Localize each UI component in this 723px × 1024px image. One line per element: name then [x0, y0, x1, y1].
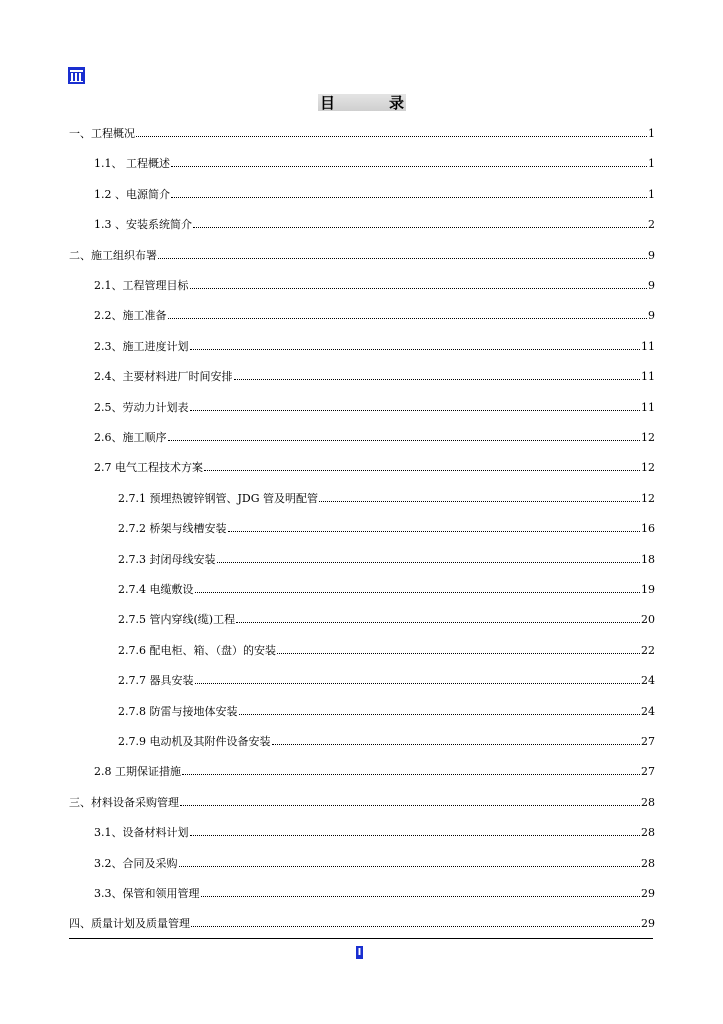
toc-entry[interactable] — [69, 914, 655, 930]
toc-entry-page: 12 — [641, 431, 655, 444]
toc-dot-leader — [272, 743, 641, 745]
toc-entry-title: 2.7.2 桥架与线槽安装 — [118, 522, 227, 536]
toc-entry-title: 3.3、保管和领用管理 — [94, 887, 200, 900]
toc-entry-page: 1 — [648, 157, 655, 171]
toc-entry[interactable] — [118, 489, 655, 505]
toc-dot-leader — [168, 439, 641, 441]
toc-dot-leader — [195, 591, 641, 593]
toc-entry-page: 9 — [648, 279, 655, 292]
toc-entry[interactable] — [118, 641, 655, 657]
toc-entry-page: 28 — [641, 826, 655, 840]
toc-entry[interactable] — [69, 124, 655, 140]
toc-dot-leader — [319, 500, 640, 502]
toc-entry-page: 11 — [641, 400, 655, 414]
toc-entry[interactable] — [94, 367, 655, 383]
toc-entry-title: 1.1、 工程概述 — [94, 157, 170, 171]
footer-divider — [69, 938, 653, 939]
toc-dot-leader — [204, 469, 640, 471]
toc-entry[interactable] — [94, 185, 655, 201]
toc-dot-leader — [201, 895, 641, 897]
toc-entry[interactable] — [94, 823, 655, 839]
toc-dot-leader — [136, 135, 647, 137]
toc-entry-title: 2.7.9 电动机及其附件设备安装 — [118, 735, 271, 748]
toc-entry-page: 12 — [641, 491, 655, 505]
toc-dot-leader — [236, 621, 640, 623]
toc-dot-leader — [190, 409, 641, 411]
toc-entry-title: 2.8 工期保证措施 — [94, 765, 181, 779]
toc-entry[interactable] — [118, 550, 655, 566]
toc-entry[interactable] — [94, 398, 655, 414]
toc-entry-title: 2.7.8 防雷与接地体安装 — [118, 704, 238, 718]
toc-entry[interactable] — [118, 702, 655, 718]
toc-entry-title: 2.7.1 预埋热镀锌钢管、JDG 管及明配管 — [118, 491, 318, 505]
toc-entry-page: 29 — [641, 917, 655, 931]
toc-dot-leader — [171, 165, 647, 167]
toc-entry-title: 2.7.3 封闭母线安装 — [118, 552, 216, 566]
page-title — [318, 94, 406, 111]
toc-dot-leader — [277, 652, 640, 654]
toc-entry-page: 19 — [641, 583, 655, 596]
toc-entry-page: 16 — [641, 522, 655, 536]
toc-entry[interactable] — [118, 519, 655, 535]
toc-entry-title: 2.7.5 管内穿线(缆)工程 — [118, 613, 236, 627]
toc-entry[interactable] — [94, 215, 655, 231]
toc-entry-page: 9 — [648, 309, 655, 323]
toc-entry[interactable] — [69, 793, 655, 809]
toc-entry-title: 2.4、主要材料进厂时间安排 — [94, 370, 233, 384]
toc-dot-leader — [168, 317, 648, 319]
toc-entry-page: 28 — [641, 856, 655, 870]
toc-entry-title: 3.2、合同及采购 — [94, 856, 178, 870]
toc-entry-page: 20 — [641, 613, 655, 627]
toc-dot-leader — [180, 804, 640, 806]
toc-entry-page: 27 — [641, 735, 655, 748]
toc-entry[interactable] — [94, 884, 655, 900]
toc-entry[interactable] — [94, 854, 655, 870]
toc-entry-page: 27 — [641, 765, 655, 779]
toc-entry-page: 29 — [641, 887, 655, 900]
toc-entry-page: 1 — [648, 187, 655, 201]
toc-dot-leader — [234, 378, 641, 380]
toc-dot-leader — [171, 196, 647, 198]
toc-entry-page: 18 — [641, 552, 655, 566]
toc-entry-title: 2.3、施工进度计划 — [94, 339, 189, 353]
title-char-1: 目 — [320, 94, 336, 112]
toc-entry[interactable] — [118, 610, 655, 626]
toc-entry-title: 二、施工组织布署 — [69, 248, 157, 262]
toc-entry-title: 2.2、施工准备 — [94, 309, 167, 323]
toc-entry-title: 三、材料设备采购管理 — [69, 795, 179, 809]
toc-entry-page: 24 — [641, 674, 655, 688]
toc-entry-page: 28 — [641, 795, 655, 809]
title-char-2: 录 — [388, 94, 404, 112]
toc-entry-page: 11 — [641, 370, 655, 384]
toc-entry-title: 2.7.6 配电柜、箱、（盘）的安装 — [118, 643, 276, 657]
toc-entry-title: 2.7.7 器具安装 — [118, 674, 194, 688]
toc-dot-leader — [190, 287, 648, 289]
toc-entry-title: 2.6、施工顺序 — [94, 431, 167, 444]
toc-dot-leader — [190, 834, 641, 836]
toc-entry[interactable] — [69, 246, 655, 262]
toc-entry-page: 1 — [648, 127, 655, 140]
toc-entry-title: 2.7 电气工程技术方案 — [94, 461, 203, 475]
toc-entry-page: 12 — [641, 461, 655, 475]
toc-entry-title: 1.3 、安装系统简介 — [94, 218, 192, 232]
toc-dot-leader — [182, 773, 640, 775]
toc-entry[interactable] — [118, 671, 655, 687]
toc-entry[interactable] — [94, 276, 655, 292]
toc-entry-title: 2.1、工程管理目标 — [94, 279, 189, 292]
toc-entry[interactable] — [118, 580, 655, 596]
toc-entry-title: 3.1、设备材料计划 — [94, 826, 189, 840]
toc-entry-page: 24 — [641, 704, 655, 718]
toc-dot-leader — [195, 682, 641, 684]
toc-entry-title: 2.5、劳动力计划表 — [94, 400, 189, 414]
toc-entry-page: 11 — [641, 339, 655, 353]
toc-entry[interactable] — [94, 154, 655, 170]
toc-entry[interactable] — [94, 428, 655, 444]
toc-dot-leader — [228, 530, 641, 532]
page-number: I — [357, 947, 362, 958]
toc-entry[interactable] — [94, 337, 655, 353]
toc-dot-leader — [193, 226, 647, 228]
toc-entry[interactable] — [94, 306, 655, 322]
toc-entry-page: 2 — [648, 218, 655, 232]
toc-dot-leader — [191, 925, 640, 927]
toc-entry[interactable] — [94, 458, 655, 474]
company-logo-icon — [68, 67, 85, 84]
toc-dot-leader — [190, 348, 641, 350]
toc-entry-title: 四、质量计划及质量管理 — [69, 917, 190, 931]
toc-entry[interactable] — [94, 762, 655, 778]
toc-dot-leader — [179, 865, 641, 867]
toc-entry-title: 1.2 、电源简介 — [94, 187, 170, 201]
toc-entry-page: 9 — [648, 248, 655, 262]
toc-dot-leader — [158, 257, 647, 259]
toc-entry-title: 2.7.4 电缆敷设 — [118, 583, 194, 596]
toc-entry[interactable] — [118, 732, 655, 748]
toc-entry-title: 一、工程概况 — [69, 127, 135, 140]
toc-entry-page: 22 — [641, 643, 655, 657]
toc-dot-leader — [217, 561, 641, 563]
toc-dot-leader — [239, 713, 641, 715]
